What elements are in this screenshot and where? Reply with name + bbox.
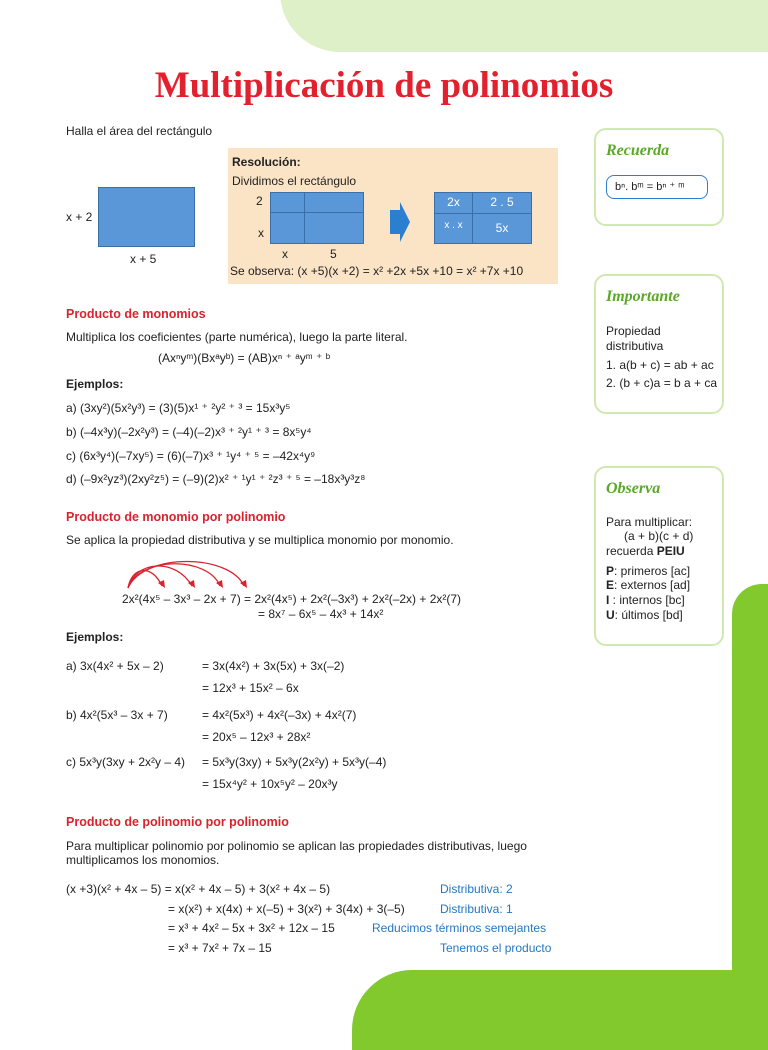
mp-example-c-r1: = 5x³y(3xy) + 5x³y(2x²y) + 5x³y(–4) [202, 755, 387, 769]
pp-step-4-note: Tenemos el producto [440, 941, 552, 955]
divided-rectangle [270, 192, 364, 244]
monomio-polinomio-rule: Se aplica la propiedad distributiva y se multiplica monomio por monomio. [66, 533, 454, 547]
section-heading-monomios: Producto de monomios [66, 307, 206, 321]
observa-box [594, 466, 724, 646]
monomios-formula: (Axⁿyᵐ)(Bxᵃyᵇ) = (AB)xⁿ ⁺ ᵃyᵐ ⁺ ᵇ [158, 351, 331, 365]
mp-example-a-r1: = 3x(4x²) + 3x(5x) + 3x(–2) [202, 659, 345, 673]
pp-step-4: = x³ + 7x² + 7x – 15 [168, 941, 272, 955]
rect-width-label: x + 5 [130, 252, 157, 266]
importante-title: Importante [606, 288, 680, 305]
recuerda-formula: bⁿ. bᵐ = bⁿ ⁺ ᵐ [615, 181, 685, 193]
recuerda-box [594, 128, 724, 226]
resolution-observation: Se observa: (x +5)(x +2) = x² +2x +5x +10 = x² +7x +10 [230, 264, 524, 278]
mp-example-b-left: b) 4x²(5x³ – 3x + 7) [66, 708, 168, 722]
section-heading-monomio-polinomio: Producto de monomio por polinomio [66, 510, 286, 524]
cell-x-x: x . x [444, 220, 463, 231]
grid-label-2: 2 [256, 194, 263, 208]
intro-prompt: Halla el área del rectángulo [66, 124, 213, 138]
observa-item-u: U: últimos [bd] [606, 608, 683, 622]
importante-line-4: 2. (b + c)a = b a + ca [606, 376, 718, 390]
importante-line-3: 1. a(b + c) = ab + ac [606, 358, 714, 372]
page-title: Multiplicación de polinomios [154, 65, 614, 106]
observa-line-2: (a + b)(c + d) [624, 529, 694, 543]
monomio-example-a: a) (3xy²)(5x²y³) = (3)(5)x¹ ⁺ ²y² ⁺ ³ = 15x³y⁵ [66, 401, 291, 415]
recuerda-title: Recuerda [606, 142, 670, 159]
mp-example-b-r1: = 4x²(5x³) + 4x²(–3x) + 4x²(7) [202, 708, 357, 722]
resolution-heading: Resolución: [232, 155, 301, 169]
observa-recuerda-text: recuerda [606, 544, 654, 558]
polinomio-rule-2: multiplicamos los monomios. [66, 853, 220, 867]
resolution-text: Dividimos el rectángulo [232, 174, 357, 188]
importante-box [594, 274, 724, 414]
importante-line-1: Propiedad [606, 324, 661, 338]
rect-height-label: x + 2 [66, 210, 93, 224]
importante-line-2: distributiva [606, 339, 664, 353]
mp-example-a-r2: = 12x³ + 15x² – 6x [202, 681, 299, 695]
monomio-example-d: d) (–9x²yz³)(2xy²z⁵) = (–9)(2)x² ⁺ ¹y¹ ⁺ ²z³ ⁺ ⁵ = –18x³y³z⁸ [66, 472, 366, 486]
cell-2x: 2x [447, 195, 460, 209]
monomio-polinomio-formula-2: = 8x⁷ – 6x⁵ – 4x³ + 14x² [258, 607, 384, 621]
monomio-polinomio-formula-1: 2x²(4x⁵ – 3x³ – 2x + 7) = 2x²(4x⁵) + 2x²(–3x³) + 2x²(–2x) + 2x²(7) [122, 592, 462, 606]
distribution-arrows-icon [118, 556, 250, 592]
grid-label-x: x [258, 226, 264, 240]
pp-step-2-note: Distributiva: 1 [440, 902, 513, 916]
mp-example-b-r2: = 20x⁵ – 12x³ + 28x² [202, 730, 311, 744]
examples-label: Ejemplos: [66, 377, 124, 391]
cell-2-5: 2 . 5 [490, 195, 514, 209]
rectangle-figure [98, 187, 195, 247]
observa-peiu: PEIU [656, 544, 685, 558]
arrow-right-icon [388, 202, 412, 244]
result-rectangle [434, 192, 532, 244]
observa-line-3 [606, 544, 685, 559]
mp-example-c-left: c) 5x³y(3xy + 2x²y – 4) [66, 755, 186, 769]
section-heading-polinomio-polinomio: Producto de polinomio por polinomio [66, 815, 289, 829]
pp-step-3: = x³ + 4x² – 5x + 3x² + 12x – 15 [168, 921, 335, 935]
observa-line-1: Para multiplicar: [606, 515, 693, 529]
pp-step-2: = x(x²) + x(4x) + x(–5) + 3(x²) + 3(4x) + 3(–5) [168, 902, 405, 916]
pp-step-3-note: Reducimos términos semejantes [372, 921, 547, 935]
monomios-rule: Multiplica los coeficientes (parte numérica), luego la parte literal. [66, 330, 408, 344]
pp-step-1-note: Distributiva: 2 [440, 882, 513, 896]
pp-step-1: (x +3)(x² + 4x – 5) = x(x² + 4x – 5) + 3(x² + 4x – 5) [66, 882, 331, 896]
monomio-example-b: b) (–4x³y)(–2x²y³) = (–4)(–2)x³ ⁺ ²y¹ ⁺ ³ = 8x⁵y⁴ [66, 425, 312, 439]
grid-label-bottom-x: x [282, 247, 288, 261]
cell-5x: 5x [495, 221, 509, 235]
observa-item-i: I : internos [bc] [606, 593, 685, 607]
examples-label-2: Ejemplos: [66, 630, 124, 644]
monomio-example-c: c) (6x³y⁴)(–7xy⁵) = (6)(–7)x³ ⁺ ¹y⁴ ⁺ ⁵ = –42x⁴y⁹ [66, 449, 316, 463]
mp-example-c-r2: = 15x⁴y² + 10x⁵y² – 20x³y [202, 777, 338, 791]
observa-item-p: P: primeros [ac] [606, 564, 691, 578]
decor-top-green-shape [280, 0, 768, 52]
mp-example-a-left: a) 3x(4x² + 5x – 2) [66, 659, 164, 673]
decor-bottom-green-shape [352, 970, 768, 1050]
grid-label-bottom-5: 5 [330, 247, 337, 261]
recuerda-formula-box [606, 175, 708, 199]
observa-item-e: E: externos [ad] [606, 578, 691, 592]
polinomio-rule-1: Para multiplicar polinomio por polinomio se aplican las propiedades distributivas, luego [66, 839, 527, 853]
observa-title: Observa [606, 480, 661, 497]
